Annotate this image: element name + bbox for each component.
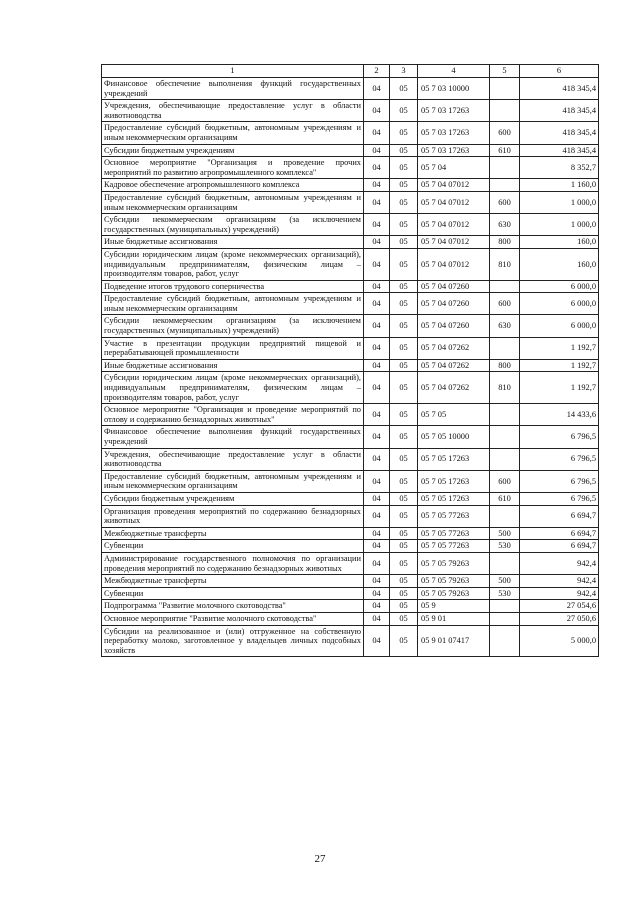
row-subsection: 05 [390, 144, 418, 157]
row-amount: 6 000,0 [520, 315, 599, 337]
row-section: 04 [364, 236, 390, 249]
row-target-code: 05 7 05 17263 [418, 448, 490, 470]
row-expense-type: 500 [490, 575, 520, 588]
row-target-code: 05 9 01 07417 [418, 625, 490, 657]
row-subsection: 05 [390, 359, 418, 372]
row-expense-type: 630 [490, 214, 520, 236]
row-section: 04 [364, 293, 390, 315]
table-row [102, 157, 599, 179]
budget-table [101, 64, 599, 657]
row-expense-type [490, 337, 520, 359]
row-expense-type: 600 [490, 122, 520, 144]
row-amount: 6 000,0 [520, 280, 599, 293]
row-section: 04 [364, 552, 390, 574]
row-expense-type [490, 78, 520, 100]
row-expense-type [490, 612, 520, 625]
table-row [102, 625, 599, 657]
row-target-code: 05 7 04 07012 [418, 248, 490, 280]
row-amount: 27 050,6 [520, 612, 599, 625]
row-subsection: 05 [390, 625, 418, 657]
row-target-code: 05 7 04 [418, 157, 490, 179]
row-amount: 6 000,0 [520, 293, 599, 315]
row-target-code: 05 7 04 07260 [418, 293, 490, 315]
row-section: 04 [364, 214, 390, 236]
page-number: 27 [314, 853, 326, 865]
row-section: 04 [364, 470, 390, 492]
row-subsection: 05 [390, 78, 418, 100]
row-section: 04 [364, 280, 390, 293]
row-amount: 942,4 [520, 587, 599, 600]
row-target-code: 05 7 05 77263 [418, 527, 490, 540]
row-section: 04 [364, 404, 390, 426]
table-body [102, 65, 599, 657]
row-target-code: 05 7 05 10000 [418, 426, 490, 448]
row-name: Иные бюджетные ассигнования [102, 359, 364, 372]
row-amount: 6 694,7 [520, 505, 599, 527]
row-amount: 1 192,7 [520, 359, 599, 372]
row-target-code: 05 7 04 07012 [418, 179, 490, 192]
row-subsection: 05 [390, 315, 418, 337]
table-row [102, 78, 599, 100]
row-expense-type [490, 448, 520, 470]
row-target-code: 05 7 05 17263 [418, 470, 490, 492]
header-col-3: 3 [390, 65, 418, 78]
row-name: Субвенции [102, 587, 364, 600]
row-subsection: 05 [390, 448, 418, 470]
row-expense-type: 530 [490, 587, 520, 600]
table-row [102, 600, 599, 613]
row-target-code: 05 7 05 77263 [418, 505, 490, 527]
row-section: 04 [364, 587, 390, 600]
row-subsection: 05 [390, 100, 418, 122]
table-row [102, 575, 599, 588]
row-target-code: 05 7 04 07260 [418, 315, 490, 337]
table-row [102, 179, 599, 192]
row-section: 04 [364, 122, 390, 144]
row-name: Учреждения, обеспечивающие предоставление услуг в области животноводства [102, 448, 364, 470]
row-expense-type: 530 [490, 540, 520, 553]
row-expense-type: 800 [490, 236, 520, 249]
row-section: 04 [364, 505, 390, 527]
row-amount: 6 694,7 [520, 527, 599, 540]
row-expense-type [490, 280, 520, 293]
table-row [102, 293, 599, 315]
row-target-code: 05 9 01 [418, 612, 490, 625]
row-amount: 942,4 [520, 575, 599, 588]
row-subsection: 05 [390, 426, 418, 448]
row-target-code: 05 7 05 [418, 404, 490, 426]
row-target-code: 05 7 05 79263 [418, 552, 490, 574]
table-row [102, 248, 599, 280]
row-target-code: 05 7 03 10000 [418, 78, 490, 100]
row-target-code: 05 7 04 07262 [418, 337, 490, 359]
row-amount: 6 796,5 [520, 426, 599, 448]
row-amount: 1 192,7 [520, 372, 599, 404]
header-col-6: 6 [520, 65, 599, 78]
row-expense-type [490, 404, 520, 426]
row-section: 04 [364, 100, 390, 122]
header-col-4: 4 [418, 65, 490, 78]
row-expense-type: 600 [490, 470, 520, 492]
row-section: 04 [364, 179, 390, 192]
row-amount: 942,4 [520, 552, 599, 574]
row-name: Основное мероприятие "Организация и проведение прочих мероприятий по развитию агропромышленного комплекса" [102, 157, 364, 179]
row-subsection: 05 [390, 372, 418, 404]
table-row [102, 404, 599, 426]
row-amount: 1 000,0 [520, 214, 599, 236]
row-expense-type [490, 157, 520, 179]
row-subsection: 05 [390, 612, 418, 625]
table-row [102, 236, 599, 249]
row-name: Организация проведения мероприятий по содержанию безнадзорных животных [102, 505, 364, 527]
row-expense-type [490, 179, 520, 192]
row-name: Администрирование государственного полномочия по организации проведения мероприятий по содержанию безнадзорных животных [102, 552, 364, 574]
row-amount: 6 796,5 [520, 492, 599, 505]
row-expense-type [490, 552, 520, 574]
row-name: Основное мероприятие "Развитие молочного скотоводства" [102, 612, 364, 625]
table-row [102, 612, 599, 625]
row-amount: 1 160,0 [520, 179, 599, 192]
row-subsection: 05 [390, 337, 418, 359]
row-name: Субвенции [102, 540, 364, 553]
row-subsection: 05 [390, 236, 418, 249]
row-amount: 6 694,7 [520, 540, 599, 553]
row-amount: 6 796,5 [520, 448, 599, 470]
row-expense-type: 600 [490, 293, 520, 315]
row-name: Субсидии бюджетным учреждениям [102, 144, 364, 157]
table-row [102, 527, 599, 540]
row-target-code: 05 7 03 17263 [418, 100, 490, 122]
row-expense-type: 610 [490, 492, 520, 505]
row-subsection: 05 [390, 248, 418, 280]
row-subsection: 05 [390, 122, 418, 144]
row-target-code: 05 7 04 07012 [418, 236, 490, 249]
row-subsection: 05 [390, 404, 418, 426]
row-name: Предоставление субсидий бюджетным, автономным учреждениям и иным некоммерческим организациям [102, 191, 364, 213]
row-name: Субсидии бюджетным учреждениям [102, 492, 364, 505]
row-expense-type: 630 [490, 315, 520, 337]
row-amount: 27 054,6 [520, 600, 599, 613]
row-name: Основное мероприятие "Организация и проведение мероприятий по отлову и содержанию безнадзорных животных" [102, 404, 364, 426]
row-amount: 418 345,4 [520, 144, 599, 157]
row-amount: 6 796,5 [520, 470, 599, 492]
table-header-row [102, 65, 599, 78]
row-section: 04 [364, 575, 390, 588]
row-section: 04 [364, 248, 390, 280]
header-col-5: 5 [490, 65, 520, 78]
row-name: Субсидии некоммерческим организациям (за исключением государственных (муниципальных) учреждений) [102, 315, 364, 337]
table-row [102, 552, 599, 574]
row-name: Предоставление субсидий бюджетным, автономным учреждениям и иным некоммерческим организациям [102, 293, 364, 315]
row-target-code: 05 9 [418, 600, 490, 613]
row-target-code: 05 7 05 77263 [418, 540, 490, 553]
row-expense-type [490, 625, 520, 657]
row-amount: 5 000,0 [520, 625, 599, 657]
table-row [102, 359, 599, 372]
row-subsection: 05 [390, 214, 418, 236]
row-section: 04 [364, 600, 390, 613]
table-row [102, 122, 599, 144]
row-amount: 418 345,4 [520, 100, 599, 122]
row-amount: 14 433,6 [520, 404, 599, 426]
row-section: 04 [364, 337, 390, 359]
row-subsection: 05 [390, 505, 418, 527]
row-name: Субсидии на реализованное и (или) отгруженное на собственную переработку молоко, заготовленное у владельцев личных подсобных хозяйств [102, 625, 364, 657]
row-amount: 418 345,4 [520, 78, 599, 100]
row-section: 04 [364, 78, 390, 100]
table-row [102, 505, 599, 527]
row-name: Кадровое обеспечение агропромышленного комплекса [102, 179, 364, 192]
table-row [102, 587, 599, 600]
table-row [102, 448, 599, 470]
row-section: 04 [364, 540, 390, 553]
row-name: Субсидии юридическим лицам (кроме некоммерческих организаций), индивидуальным предпринимателям, физическим лицам – производителям товаров, работ, услуг [102, 372, 364, 404]
row-subsection: 05 [390, 157, 418, 179]
row-target-code: 05 7 04 07262 [418, 359, 490, 372]
row-amount: 1 000,0 [520, 191, 599, 213]
row-section: 04 [364, 527, 390, 540]
row-section: 04 [364, 492, 390, 505]
row-subsection: 05 [390, 600, 418, 613]
row-target-code: 05 7 04 07262 [418, 372, 490, 404]
table-row [102, 540, 599, 553]
row-section: 04 [364, 359, 390, 372]
row-name: Субсидии некоммерческим организациям (за исключением государственных (муниципальных) учреждений) [102, 214, 364, 236]
table-row [102, 144, 599, 157]
row-subsection: 05 [390, 587, 418, 600]
row-section: 04 [364, 315, 390, 337]
row-target-code: 05 7 03 17263 [418, 122, 490, 144]
row-name: Межбюджетные трансферты [102, 575, 364, 588]
row-subsection: 05 [390, 191, 418, 213]
row-subsection: 05 [390, 540, 418, 553]
row-name: Участие в презентации продукции предприятий пищевой и перерабатывающей промышленности [102, 337, 364, 359]
row-subsection: 05 [390, 552, 418, 574]
table-row [102, 214, 599, 236]
row-section: 04 [364, 372, 390, 404]
row-amount: 8 352,7 [520, 157, 599, 179]
header-col-2: 2 [364, 65, 390, 78]
table-row [102, 426, 599, 448]
row-subsection: 05 [390, 293, 418, 315]
row-name: Межбюджетные трансферты [102, 527, 364, 540]
row-amount: 160,0 [520, 248, 599, 280]
table-row [102, 315, 599, 337]
row-section: 04 [364, 625, 390, 657]
row-section: 04 [364, 448, 390, 470]
row-target-code: 05 7 03 17263 [418, 144, 490, 157]
row-name: Финансовое обеспечение выполнения функций государственных учреждений [102, 426, 364, 448]
row-target-code: 05 7 04 07260 [418, 280, 490, 293]
row-subsection: 05 [390, 179, 418, 192]
row-section: 04 [364, 612, 390, 625]
row-expense-type: 810 [490, 248, 520, 280]
row-subsection: 05 [390, 280, 418, 293]
row-name: Иные бюджетные ассигнования [102, 236, 364, 249]
row-expense-type [490, 100, 520, 122]
row-amount: 160,0 [520, 236, 599, 249]
row-expense-type: 600 [490, 191, 520, 213]
row-expense-type [490, 505, 520, 527]
row-target-code: 05 7 04 07012 [418, 214, 490, 236]
row-name: Учреждения, обеспечивающие предоставление услуг в области животноводства [102, 100, 364, 122]
row-expense-type: 610 [490, 144, 520, 157]
table-row [102, 470, 599, 492]
row-section: 04 [364, 191, 390, 213]
table-row [102, 191, 599, 213]
row-section: 04 [364, 426, 390, 448]
table-row [102, 100, 599, 122]
row-target-code: 05 7 05 79263 [418, 587, 490, 600]
table-row [102, 280, 599, 293]
row-expense-type: 800 [490, 359, 520, 372]
row-subsection: 05 [390, 492, 418, 505]
table-row [102, 492, 599, 505]
row-expense-type [490, 600, 520, 613]
row-expense-type: 500 [490, 527, 520, 540]
row-amount: 1 192,7 [520, 337, 599, 359]
row-expense-type [490, 426, 520, 448]
row-subsection: 05 [390, 575, 418, 588]
row-subsection: 05 [390, 527, 418, 540]
row-target-code: 05 7 05 79263 [418, 575, 490, 588]
header-col-1: 1 [102, 65, 364, 78]
row-target-code: 05 7 04 07012 [418, 191, 490, 213]
row-section: 04 [364, 157, 390, 179]
row-name: Предоставление субсидий бюджетным, автономным учреждениям и иным некоммерческим организациям [102, 470, 364, 492]
table-row [102, 337, 599, 359]
row-target-code: 05 7 05 17263 [418, 492, 490, 505]
row-name: Предоставление субсидий бюджетным, автономным учреждениям и иным некоммерческим организациям [102, 122, 364, 144]
row-name: Субсидии юридическим лицам (кроме некоммерческих организаций), индивидуальным предпринимателям, физическим лицам – производителям товаров, работ, услуг [102, 248, 364, 280]
table-row [102, 372, 599, 404]
row-name: Финансовое обеспечение выполнения функций государственных учреждений [102, 78, 364, 100]
row-amount: 418 345,4 [520, 122, 599, 144]
row-name: Подпрограмма "Развитие молочного скотоводства" [102, 600, 364, 613]
row-expense-type: 810 [490, 372, 520, 404]
row-section: 04 [364, 144, 390, 157]
row-subsection: 05 [390, 470, 418, 492]
row-name: Подведение итогов трудового соперничества [102, 280, 364, 293]
